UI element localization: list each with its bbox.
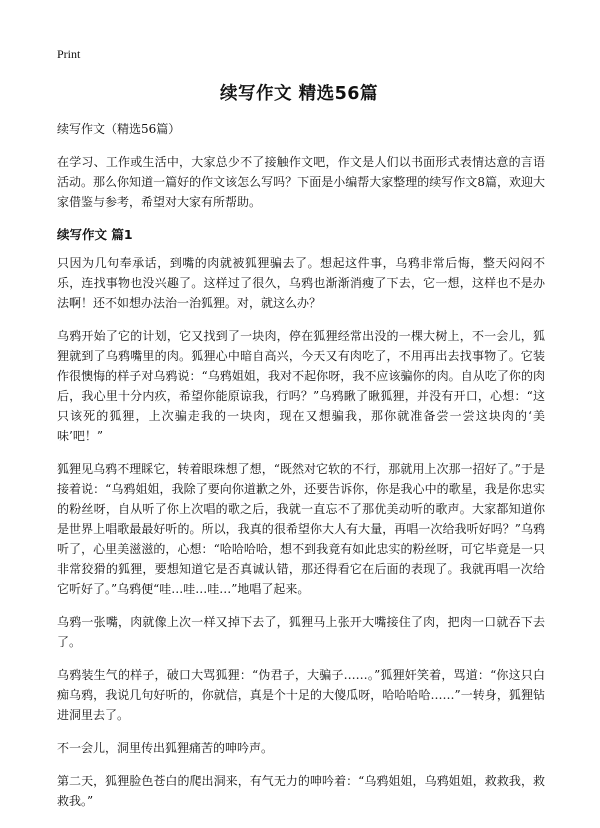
story-paragraph-7: 第二天，狐狸脸色苍白的爬出洞来，有气无力的呻吟着：“乌鸦姐姐，乌鸦姐姐，救救我，救救我。” [57, 774, 545, 808]
section-heading: 续写作文 篇1 [57, 227, 133, 242]
story-paragraph-6: 不一会儿，洞里传出狐狸痛苦的呻吟声。 [57, 741, 274, 755]
document-subtitle: 续写作文（精选56篇） [57, 122, 181, 136]
story-paragraph-2: 乌鸦开始了它的计划，它又找到了一块肉，停在狐狸经常出没的一棵大树上，不一会儿，狐狸就到了乌鸦嘴里的肉。狐狸心中暗自高兴，今天又有肉吃了，不用再出去找事物了。它装作很懊悔的样子对乌鸦说：“乌鸦姐姐，我对不起你呀，我不应该骗你的肉。自从吃了你的肉后，我心里十分内疚，希望你能原谅我，行吗？”乌鸦瞅了瞅狐狸，并没有开口，心想：“这只该死的狐狸，上次骗走我的一块肉，现在又想骗我，那你就准备尝一尝这块肉的‘美味’吧！” [57, 329, 545, 443]
document-body [57, 152, 545, 824]
story-paragraph-4: 乌鸦一张嘴，肉就像上次一样又掉下去了，狐狸马上张开大嘴接住了肉，把肉一口就吞下去了。 [57, 615, 545, 649]
story-paragraph-1: 只因为几句奉承话，到嘴的肉就被狐狸骗去了。想起这件事，乌鸦非常后悔，整天闷闷不乐，连找事物也没兴趣了。这样过了很久，乌鸦也渐渐消瘦了下去，它一想，这样也不是办法啊！还不如想办法治一治狐狸。对，就这么办？ [57, 256, 545, 310]
page-title: 续写作文 精选56篇 [220, 84, 378, 104]
story-paragraph-5: 乌鸦装生气的样子，破口大骂狐狸：“伪君子，大骗子……。”狐狸奸笑着，骂道：“你这只白痴乌鸦，我说几句好听的，你就信，真是个十足的大傻瓜呀，哈哈哈哈……”一转身，狐狸钻进洞里去了。 [57, 668, 545, 722]
print-link[interactable]: Print [57, 47, 81, 61]
intro-paragraph: 在学习、工作或生活中，大家总少不了接触作文吧，作文是人们以书面形式表情达意的言语活动。那么你知道一篇好的作文该怎么写吗？下面是小编帮大家整理的续写作文8篇，欢迎大家借鉴与参考，希望对大家有所帮助。 [57, 155, 545, 209]
story-paragraph-3: 狐狸见乌鸦不理睬它，转着眼珠想了想，“既然对它软的不行，那就用上次那一招好了。”于是接着说：“乌鸦姐姐，我除了要向你道歉之外，还要告诉你，你是我心中的歌星，我是你忠实的粉丝呀，自从听了你上次唱的歌之后，我就一直忘不了那优美动听的歌声。大家都知道你是世界上唱歌最最好听的。所以，我真的很希望你大人有大量，再唱一次给我听好吗？”乌鸦听了，心里美滋滋的，心想：“哈哈哈哈，想不到我竟有如此忠实的粉丝呀，可它毕竟是一只非常狡猾的狐狸，要想知道它是否真诚认错，那还得看它在后面的表现了。我就再唱一次给它听好了。”乌鸦便“哇…哇…哇…”地唱了起来。 [57, 462, 545, 596]
